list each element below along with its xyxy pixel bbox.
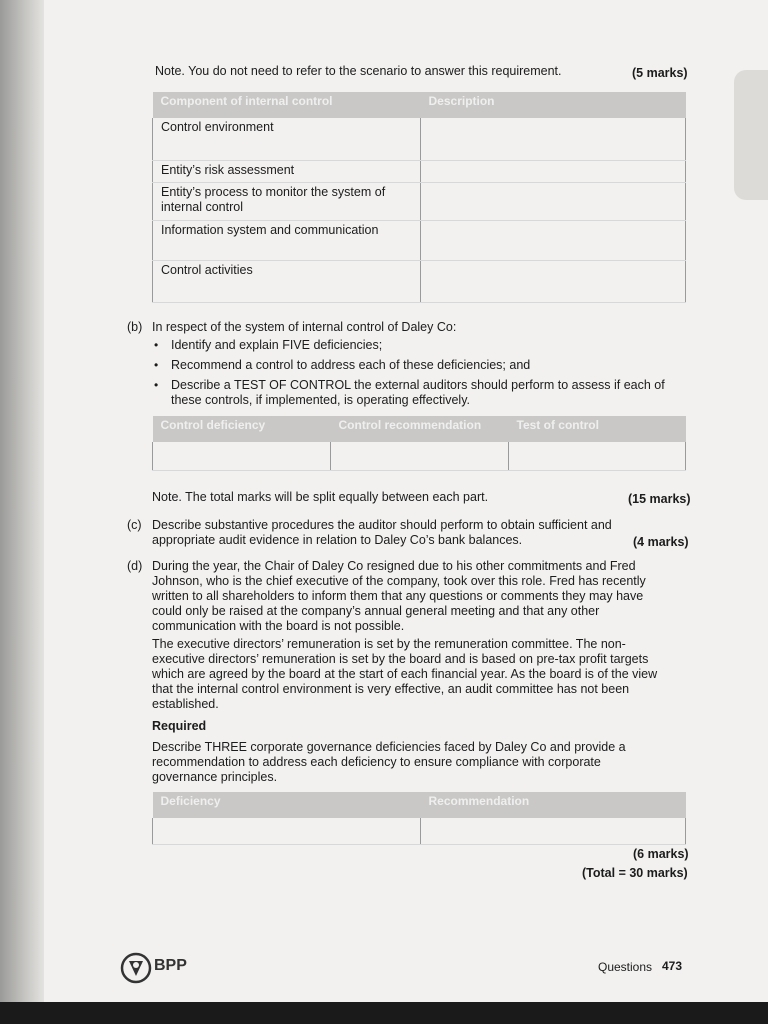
part-b-note: Note. The total marks will be split equally between each part. xyxy=(152,490,489,504)
table1-row: Control activities xyxy=(153,260,421,302)
part-d-required-text: Describe THREE corporate governance deficiencies faced by Daley Co and provide a recommendation to address each deficiency to ensure compliance with corporate governance principles. xyxy=(152,740,626,784)
bpp-logo-icon xyxy=(120,952,152,984)
part-b-intro: In respect of the system of internal control of Daley Co: xyxy=(152,320,457,334)
table1-header-description: Description xyxy=(421,92,686,118)
page-tab xyxy=(734,70,768,200)
part-c-text: Describe substantive procedures the auditor should perform to obtain sufficient and appropriate audit evidence in relation to Daley Co’s bank balances. xyxy=(152,518,612,547)
bullet-icon: • xyxy=(154,358,159,372)
table2-header-test: Test of control xyxy=(509,416,686,442)
part-d-marks: (6 marks) xyxy=(633,847,689,861)
part-d-label: (d) xyxy=(127,559,143,573)
table1-row: Control environment xyxy=(153,118,421,160)
table2-header-deficiency: Control deficiency xyxy=(153,416,331,442)
table1-header-component: Component of internal control xyxy=(153,92,421,118)
table1-row: Entity’s process to monitor the system of internal control xyxy=(153,182,421,220)
table3-header-deficiency: Deficiency xyxy=(153,792,421,818)
intro-marks: (5 marks) xyxy=(632,66,688,80)
part-b-bullet: Describe a TEST OF CONTROL the external auditors should perform to assess if each of these controls, if implemented, is operating effectively. xyxy=(171,378,665,407)
part-c-label: (c) xyxy=(127,518,142,532)
bullet-icon: • xyxy=(154,378,159,392)
page-shadow xyxy=(0,0,44,1024)
part-d-para1: During the year, the Chair of Daley Co resigned due to his other commitments and Fred Johnson, who is the chief executive of the company, took over this role. Fred has recently written to all shareholders to inform them that any questions or comments they may have could only be raised at the company’s annual general meeting and that any other communication with the board is not possible. xyxy=(152,559,646,633)
bullet-icon: • xyxy=(154,338,159,352)
table1-row: Information system and communication xyxy=(153,220,421,260)
part-b-bullet: Identify and explain FIVE deficiencies; xyxy=(171,338,383,352)
page-number: 473 xyxy=(662,959,683,973)
part-d-para2: The executive directors’ remuneration is set by the remuneration committee. The non-executive directors’ remuneration is set by the board and is based on pre-tax profit targets which are agreed by the board at the start of each financial year. As the board is of the view that the internal control environment is very effective, an audit committee has not been established. xyxy=(152,637,658,711)
table3-header-recommendation: Recommendation xyxy=(421,792,686,818)
footer-section: Questions xyxy=(598,960,653,974)
scan-edge xyxy=(0,1002,768,1024)
governance-table xyxy=(152,792,686,845)
bpp-logo-text: BPP xyxy=(154,957,187,974)
control-deficiency-table xyxy=(152,416,686,471)
part-d-required: Required xyxy=(152,719,207,733)
table1-row: Entity’s risk assessment xyxy=(153,160,421,182)
part-c-marks: (4 marks) xyxy=(633,535,689,549)
table2-header-recommendation: Control recommendation xyxy=(331,416,509,442)
part-b-label: (b) xyxy=(127,320,143,334)
intro-note: Note. You do not need to refer to the scenario to answer this requirement. xyxy=(155,64,562,78)
internal-control-table xyxy=(152,92,686,303)
part-b-marks: (15 marks) xyxy=(628,492,691,506)
part-b-bullet: Recommend a control to address each of these deficiencies; and xyxy=(171,358,531,372)
total-marks: (Total = 30 marks) xyxy=(582,866,688,880)
